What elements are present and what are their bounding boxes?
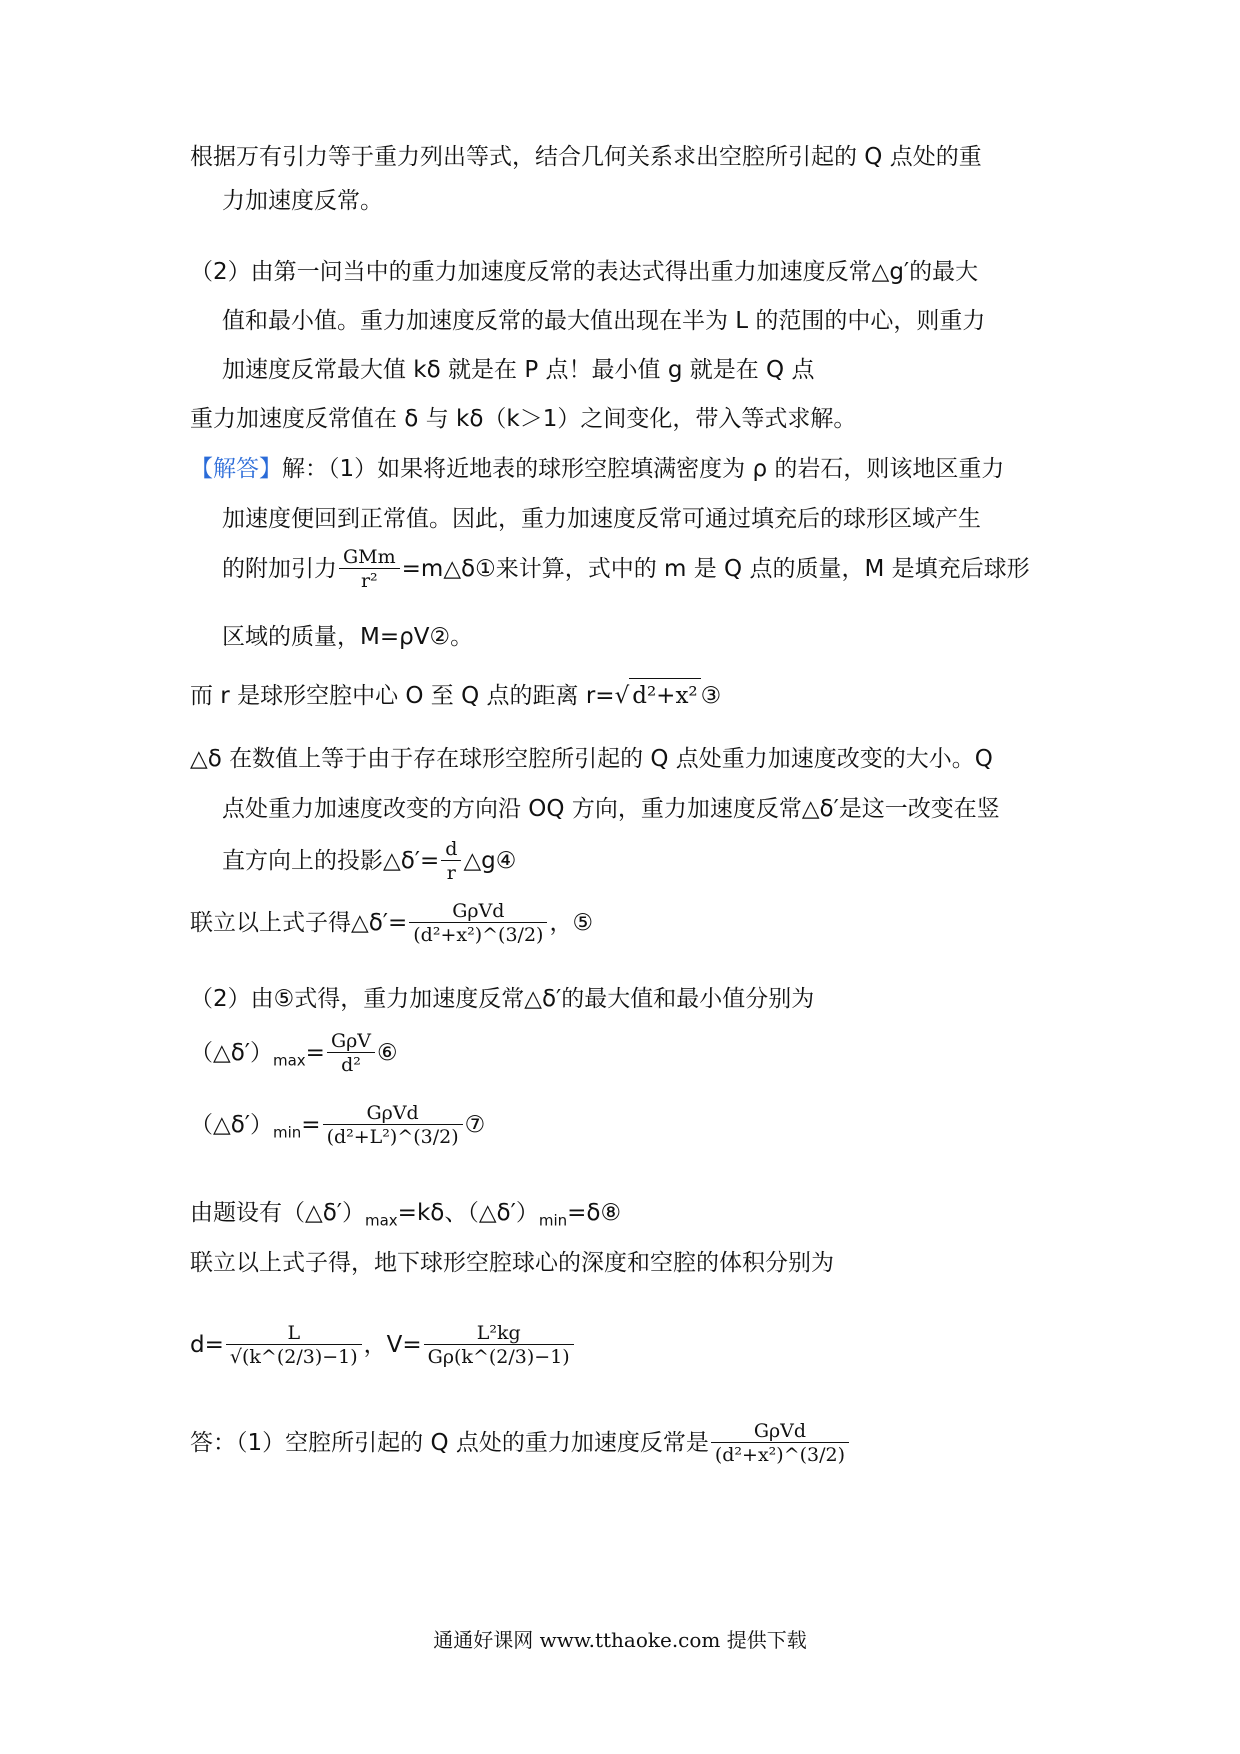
formula-line [222,838,1060,885]
text-span: =δ⑧ [567,1200,622,1226]
text-span: 由题设有（△δ′） [190,1200,365,1226]
text-line: 根据万有引力等于重力列出等式，结合几何关系求出空腔所引起的 Q 点处的重 [190,144,982,170]
fraction-numerator: GρV [327,1030,375,1053]
fraction-denominator: d² [341,1054,361,1076]
fraction-denominator: (d²+L²)^(3/2) [326,1126,459,1148]
fraction-answer [711,1420,849,1467]
text-line: （2）由⑤式得，重力加速度反常△δ′的最大值和最小值分别为 [190,986,815,1012]
answer-start-line [190,452,1060,486]
text-span: （△δ′） [190,1112,273,1138]
formula-line [190,1420,1060,1467]
text-line: 值和最小值。重力加速度反常的最大值出现在半为 L 的范围的中心，则重力 [222,308,986,334]
text-span: （△δ′） [190,1040,273,1066]
formula-line [222,546,1060,593]
text-line: 加速度便回到正常值。因此，重力加速度反常可通过填充后的球形区域产生 [222,506,981,532]
text-span: ，⑤ [549,910,594,936]
fraction-numerator: L²kg [424,1322,574,1345]
fraction-depth [226,1322,362,1369]
text-line: 力加速度反常。 [222,188,383,214]
fraction-min [323,1102,463,1149]
fraction-denominator: Gρ(k^(2/3)−1) [427,1346,570,1368]
text-span: 直方向上的投影△δ′= [222,848,440,874]
text-span: 而 r 是球形空腔中心 O 至 Q 点的距离 r= [190,683,615,709]
fraction-numerator: d [441,838,461,861]
text-line: （2）由第一问当中的重力加速度反常的表达式得出重力加速度反常△g′的最大 [190,259,979,285]
text-span: d= [190,1332,224,1358]
fraction-numerator: GρVd [323,1102,463,1125]
text-span: ⑥ [377,1040,398,1066]
text-span: △g④ [463,848,517,874]
page-footer: 通通好课网 www.tthaoke.com 提供下载 [433,1628,807,1652]
text-span: 答：（1）空腔所引起的 Q 点处的重力加速度反常是 [190,1430,709,1456]
formula-line [190,1102,1060,1150]
fraction-denominator: r [446,862,456,884]
text-line: △δ 在数值上等于由于存在球形空腔所引起的 Q 点处重力加速度改变的大小。Q [190,746,993,772]
radicand: d²+x² [629,678,700,713]
text-span: ⑦ [464,1112,486,1138]
fraction-denominator: √(k^(2/3)−1) [229,1346,358,1368]
fraction-denominator: r² [360,570,378,592]
fraction-denominator: (d²+x²)^(3/2) [714,1444,846,1466]
answer-tag: 【解答】 [190,456,282,482]
text-span: = [301,1112,321,1138]
fraction-delta-prime [409,900,547,947]
formula-line [190,1030,1060,1078]
fraction-volume [424,1322,574,1369]
subscript: max [364,1211,398,1230]
fraction-numerator: GρVd [711,1420,849,1443]
text-line: 区域的质量，M=ρV②。 [222,624,474,650]
sqrt-expression: √ d²+x² [615,678,701,713]
fraction-numerator: L [226,1322,362,1345]
text-span: =m△δ①来计算，式中的 m 是 Q 点的质量，M 是填充后球形 [401,556,1030,582]
subscript: max [272,1051,306,1070]
formula-line [190,1322,1060,1369]
text-span: 解：（1）如果将近地表的球形空腔填满密度为 ρ 的岩石，则该地区重力 [282,456,1005,482]
text-line: 重力加速度反常值在 δ 与 kδ（k＞1）之间变化，带入等式求解。 [190,406,857,432]
subscript: min [538,1211,568,1230]
text-span: 的附加引力 [222,556,337,582]
text-line: 点处重力加速度改变的方向沿 OQ 方向，重力加速度反常△δ′是这一改变在竖 [222,796,1000,822]
text-span: ③ [700,683,722,709]
formula-line [190,678,1060,713]
fraction-gmm-r2 [339,546,400,593]
text-span: = [305,1040,325,1066]
text-span: ，V= [363,1332,422,1358]
fraction-max [327,1030,375,1077]
subscript: min [272,1123,302,1142]
text-span: 联立以上式子得△δ′= [190,910,408,936]
text-span: =kδ、（△δ′） [397,1200,539,1226]
fraction-d-r [441,838,461,885]
text-line: 联立以上式子得，地下球形空腔球心的深度和空腔的体积分别为 [190,1250,834,1276]
fraction-numerator: GρVd [409,900,547,923]
formula-line [190,1196,1060,1238]
fraction-numerator: GMm [339,546,400,569]
formula-line [190,900,1060,947]
fraction-denominator: (d²+x²)^(3/2) [413,924,544,946]
text-line: 加速度反常最大值 kδ 就是在 P 点！最小值 g 就是在 Q 点 [222,357,815,383]
